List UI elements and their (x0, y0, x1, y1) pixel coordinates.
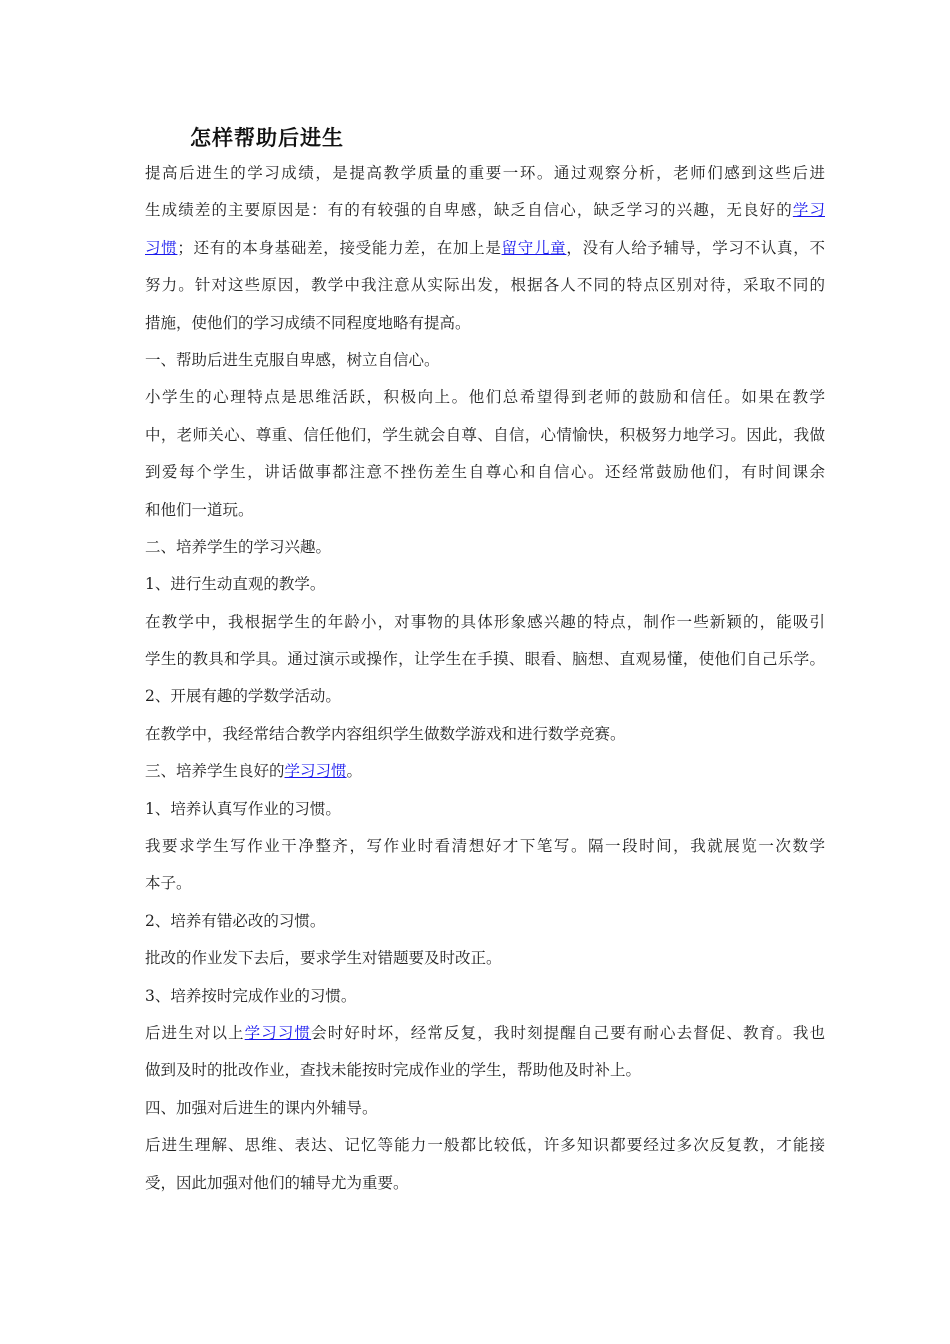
paragraph-line: 批改的作业发下去后，要求学生对错题要及时改正。 (145, 949, 502, 968)
text: 后进生对以上 (145, 1023, 245, 1042)
study-habit-link[interactable]: 学习习惯 (284, 762, 347, 781)
text: 会时好时坏，经常反复，我时刻提醒自己要有耐心去督促、教育。我也 (311, 1023, 825, 1042)
paragraph-line: 我要求学生写作业干净整齐，写作业时看清想好才下笔写。隔一段时间，我就展览一次数学 (145, 837, 825, 856)
text: 提高后进生的学习成绩，是提高教学质量的重要一环。通过观察分析，老师们感到这些后进 (145, 164, 825, 182)
section-heading: 一、帮助后进生克服自卑感，树立自信心。 (145, 350, 440, 369)
paragraph-line: 和他们一道玩。 (145, 500, 254, 519)
study-habit-link[interactable]: 学习 (792, 201, 825, 220)
left-behind-children-link[interactable]: 留守儿童 (501, 238, 567, 257)
intro-line (145, 155, 825, 192)
paragraph-line: 中，老师关心、尊重、信任他们，学生就会自尊、自信，心情愉快，积极努力地学习。因此，我做 (145, 425, 825, 444)
paragraph-line: 本子。 (145, 874, 192, 893)
paragraph-line: 小学生的心理特点是思维活跃，积极向上。他们总希望得到老师的鼓励和信任。如果在教学 (145, 388, 825, 407)
text: ，没有人给予辅导，学习不认真，不 (566, 238, 825, 257)
study-habit-link[interactable]: 习惯 (145, 238, 178, 257)
subsection-heading: 3、培养按时完成作业的习惯。 (145, 986, 357, 1005)
document-body (145, 155, 825, 1202)
study-habit-link[interactable]: 学习习惯 (244, 1023, 312, 1042)
text: 生成绩差的主要原因是：有的有较强的自卑感，缺乏自信心，缺乏学习的兴趣，无良好的 (145, 201, 793, 220)
section-heading (145, 753, 825, 790)
text: 。 (346, 762, 363, 781)
paragraph-line: 受，因此加强对他们的辅导尤为重要。 (145, 1173, 409, 1192)
paragraph-line (145, 1015, 825, 1052)
text: ；还有的本身基础差，接受能力差，在加上是 (177, 238, 502, 257)
paragraph-line: 后进生理解、思维、表达、记忆等能力一般都比较低，许多知识都要经过多次反复教，才能接 (145, 1136, 825, 1155)
intro-line (145, 230, 825, 267)
subsection-heading: 1、培养认真写作业的习惯。 (145, 799, 341, 818)
paragraph-line: 到爱每个学生，讲话做事都注意不挫伤差生自尊心和自信心。还经常鼓励他们，有时间课余 (145, 463, 825, 482)
text: 努力。针对这些原因，教学中我注意从实际出发，根据各人不同的特点区别对待，采取不同的 (145, 276, 825, 295)
intro-line (145, 192, 825, 229)
section-heading: 二、培养学生的学习兴趣。 (145, 537, 332, 556)
document-title: 怎样帮助后进生 (190, 125, 344, 150)
paragraph-line: 做到及时的批改作业，查找未能按时完成作业的学生，帮助他及时补上。 (145, 1061, 642, 1080)
paragraph-line: 在教学中，我经常结合教学内容组织学生做数学游戏和进行数学竞赛。 (145, 724, 626, 743)
subsection-heading: 2、开展有趣的学数学活动。 (145, 687, 341, 706)
intro-line (145, 305, 825, 342)
paragraph-line: 学生的教具和学具。通过演示或操作，让学生在手摸、眼看、脑想、直观易懂，使他们自己乐学。 (145, 650, 825, 669)
subsection-heading: 1、进行生动直观的教学。 (145, 575, 326, 594)
subsection-heading: 2、培养有错必改的习惯。 (145, 911, 326, 930)
section-heading: 四、加强对后进生的课内外辅导。 (145, 1098, 378, 1117)
intro-line (145, 267, 825, 304)
text: 措施，使他们的学习成绩不同程度地略有提高。 (145, 313, 471, 332)
text: 三、培养学生良好的 (145, 762, 285, 781)
paragraph-line: 在教学中，我根据学生的年龄小，对事物的具体形象感兴趣的特点，制作一些新颖的，能吸引 (145, 612, 825, 631)
